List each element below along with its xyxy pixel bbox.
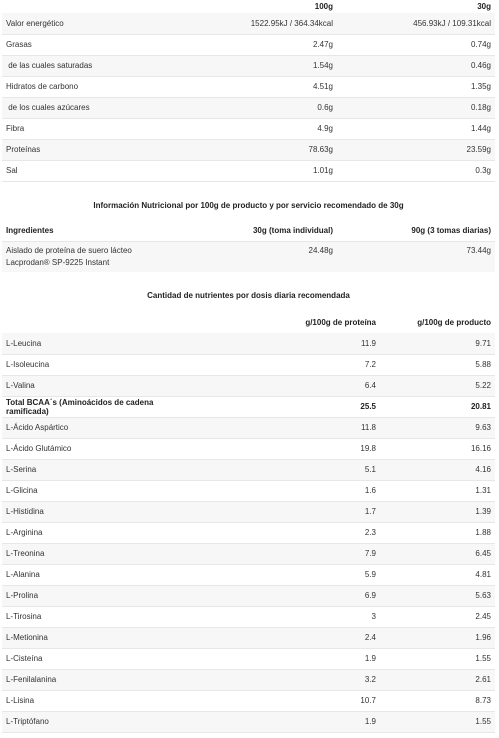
nutrition-row-label: Fibra — [2, 118, 172, 139]
amino-row-product: 16.16 — [380, 438, 495, 459]
amino-row — [2, 522, 495, 543]
amino-row-protein: 1.7 — [202, 501, 380, 522]
amino-row-product: 2.45 — [380, 606, 495, 627]
nutrition-row-per100: 1.54g — [172, 55, 337, 76]
ingredient-name-line1: Aislado de proteína de suero lácteo — [6, 246, 132, 255]
ingredient-90g: 73.44g — [466, 246, 491, 255]
amino-row-product: 1.55 — [380, 711, 495, 732]
amino-row-label: L-Cisteína — [2, 648, 202, 669]
amino-row — [2, 354, 495, 375]
amino-row-label: L-Serina — [2, 459, 202, 480]
amino-row-protein: 7.2 — [202, 354, 380, 375]
amino-row — [2, 396, 495, 417]
amino-row-product: 20.81 — [380, 396, 495, 417]
amino-row-protein: 7.9 — [202, 543, 380, 564]
amino-row — [2, 375, 495, 396]
nutrition-body — [2, 13, 495, 181]
amino-row-protein: 6.9 — [202, 585, 380, 606]
spacer — [2, 272, 495, 285]
amino-row-label: L-Arginina — [2, 522, 202, 543]
nutrition-row-per100: 1.01g — [172, 160, 337, 181]
amino-row-protein: 3 — [202, 606, 380, 627]
amino-row-label: L-Ácido Aspártico — [2, 417, 202, 438]
amino-row-product: 4.81 — [380, 564, 495, 585]
nutrition-row-per100: 78.63g — [172, 139, 337, 160]
amino-title: Cantidad de nutrientes por dosis diaria recomendada — [147, 291, 350, 300]
nutrition-row — [2, 13, 495, 34]
ingredients-table — [2, 221, 495, 273]
amino-row-label: Total BCAA´s (Aminoácidos de cadena ramificada) — [2, 396, 202, 417]
nutrition-header-label — [2, 0, 172, 13]
ingredients-header-row — [2, 221, 495, 242]
amino-row-protein: 6.4 — [202, 375, 380, 396]
amino-row-protein: 11.9 — [202, 333, 380, 354]
info-title: Información Nutricional por 100g de producto y por servicio recomendado de 30g — [93, 200, 404, 210]
nutrition-row-per100: 0.6g — [172, 97, 337, 118]
amino-row-protein: 1.9 — [202, 648, 380, 669]
nutrition-row-per30: 0.74g — [337, 34, 495, 55]
nutrition-row-label: de los cuales azúcares — [2, 97, 172, 118]
nutrition-row-per100: 4.51g — [172, 76, 337, 97]
amino-row — [2, 459, 495, 480]
amino-row-label: L-Ácido Glutámico — [2, 438, 202, 459]
amino-row — [2, 627, 495, 648]
ingredient-30g: 24.48g — [308, 246, 333, 255]
amino-row-product: 5.88 — [380, 354, 495, 375]
amino-row-product: 9.63 — [380, 417, 495, 438]
amino-row-label: L-Valina — [2, 375, 202, 396]
nutrition-row-per100: 2.47g — [172, 34, 337, 55]
amino-row-label: L-Histidina — [2, 501, 202, 522]
amino-header-product: g/100g de producto — [417, 318, 491, 327]
amino-row-label: L-Prolina — [2, 585, 202, 606]
amino-row-product: 6.45 — [380, 543, 495, 564]
amino-row-protein: 11.8 — [202, 417, 380, 438]
amino-row — [2, 333, 495, 354]
ingredient-name — [2, 242, 172, 273]
amino-row-label: L-Metionina — [2, 627, 202, 648]
nutrition-row-per30: 0.3g — [337, 160, 495, 181]
amino-row — [2, 711, 495, 732]
amino-row-product: 5.22 — [380, 375, 495, 396]
nutrition-row-per30: 1.44g — [337, 118, 495, 139]
amino-row — [2, 501, 495, 522]
nutrition-row-label: de las cuales saturadas — [2, 55, 172, 76]
amino-row-label: L-Triptófano — [2, 711, 202, 732]
amino-row-product: 9.71 — [380, 333, 495, 354]
nutrition-row-per30: 0.46g — [337, 55, 495, 76]
amino-row-protein: 19.8 — [202, 438, 380, 459]
nutrition-row-per30: 23.59g — [337, 139, 495, 160]
nutrition-row-per30: 456.93kJ / 109.31kcal — [337, 13, 495, 34]
amino-row-product: 1.39 — [380, 501, 495, 522]
amino-row-label: L-Leucina — [2, 333, 202, 354]
nutrition-row — [2, 118, 495, 139]
amino-header-label — [2, 312, 202, 333]
nutrition-row — [2, 55, 495, 76]
amino-body — [2, 333, 495, 732]
nutrition-header-30g: 30g — [477, 1, 491, 11]
nutrition-row — [2, 139, 495, 160]
amino-row — [2, 438, 495, 459]
amino-row-product: 8.73 — [380, 690, 495, 711]
ingredients-header-name: Ingredientes — [6, 226, 54, 236]
amino-row-product: 4.16 — [380, 459, 495, 480]
amino-row — [2, 543, 495, 564]
amino-row-protein: 3.2 — [202, 669, 380, 690]
amino-row-protein: 2.3 — [202, 522, 380, 543]
nutrition-row — [2, 76, 495, 97]
amino-table — [2, 312, 495, 733]
amino-row — [2, 585, 495, 606]
amino-row-protein: 5.1 — [202, 459, 380, 480]
ingredient-name-line2: Lacprodan® SP-9225 Instant — [6, 258, 110, 267]
amino-row-protein: 1.6 — [202, 480, 380, 501]
nutrition-row-label: Sal — [2, 160, 172, 181]
amino-row — [2, 480, 495, 501]
amino-row-protein: 10.7 — [202, 690, 380, 711]
amino-row-label: L-Tirosina — [2, 606, 202, 627]
amino-row — [2, 648, 495, 669]
nutrition-row-per30: 1.35g — [337, 76, 495, 97]
amino-header-protein: g/100g de proteína — [305, 318, 376, 327]
amino-row-product: 1.96 — [380, 627, 495, 648]
nutrition-row-per100: 1522.95kJ / 364.34kcal — [172, 13, 337, 34]
nutrition-row-label: Valor energético — [2, 13, 172, 34]
amino-row-protein: 5.9 — [202, 564, 380, 585]
amino-row — [2, 690, 495, 711]
spacer — [2, 182, 495, 195]
nutrition-row — [2, 160, 495, 181]
amino-row — [2, 564, 495, 585]
nutrition-row-label: Hidratos de carbono — [2, 76, 172, 97]
ingredient-row — [2, 242, 495, 273]
amino-row-protein: 1.9 — [202, 711, 380, 732]
nutrition-header-row — [2, 0, 495, 13]
nutrition-row-label: Proteínas — [2, 139, 172, 160]
amino-row-label: L-Treonina — [2, 543, 202, 564]
amino-header-row — [2, 312, 495, 333]
nutrition-row — [2, 34, 495, 55]
amino-row-product: 2.61 — [380, 669, 495, 690]
nutrition-row-per30: 0.18g — [337, 97, 495, 118]
amino-row-product: 1.31 — [380, 480, 495, 501]
amino-row-label: L-Alanina — [2, 564, 202, 585]
nutrition-row-label: Grasas — [2, 34, 172, 55]
amino-row-protein: 25.5 — [202, 396, 380, 417]
amino-row-product: 5.63 — [380, 585, 495, 606]
amino-row-label: L-Fenilalanina — [2, 669, 202, 690]
amino-row-protein: 2.4 — [202, 627, 380, 648]
nutrition-row — [2, 97, 495, 118]
amino-row-product: 1.55 — [380, 648, 495, 669]
amino-row — [2, 417, 495, 438]
amino-row — [2, 606, 495, 627]
amino-row-product: 1.88 — [380, 522, 495, 543]
amino-row-label: L-Isoleucina — [2, 354, 202, 375]
amino-row — [2, 669, 495, 690]
ingredients-header-90g: 90g (3 tomas diarias) — [411, 226, 491, 236]
nutrition-table — [2, 0, 495, 182]
nutrition-row-per100: 4.9g — [172, 118, 337, 139]
amino-row-label: L-Lisina — [2, 690, 202, 711]
nutrition-header-100g: 100g — [314, 1, 333, 11]
amino-row-label: L-Glicina — [2, 480, 202, 501]
ingredients-header-30g: 30g (toma individual) — [252, 226, 333, 236]
